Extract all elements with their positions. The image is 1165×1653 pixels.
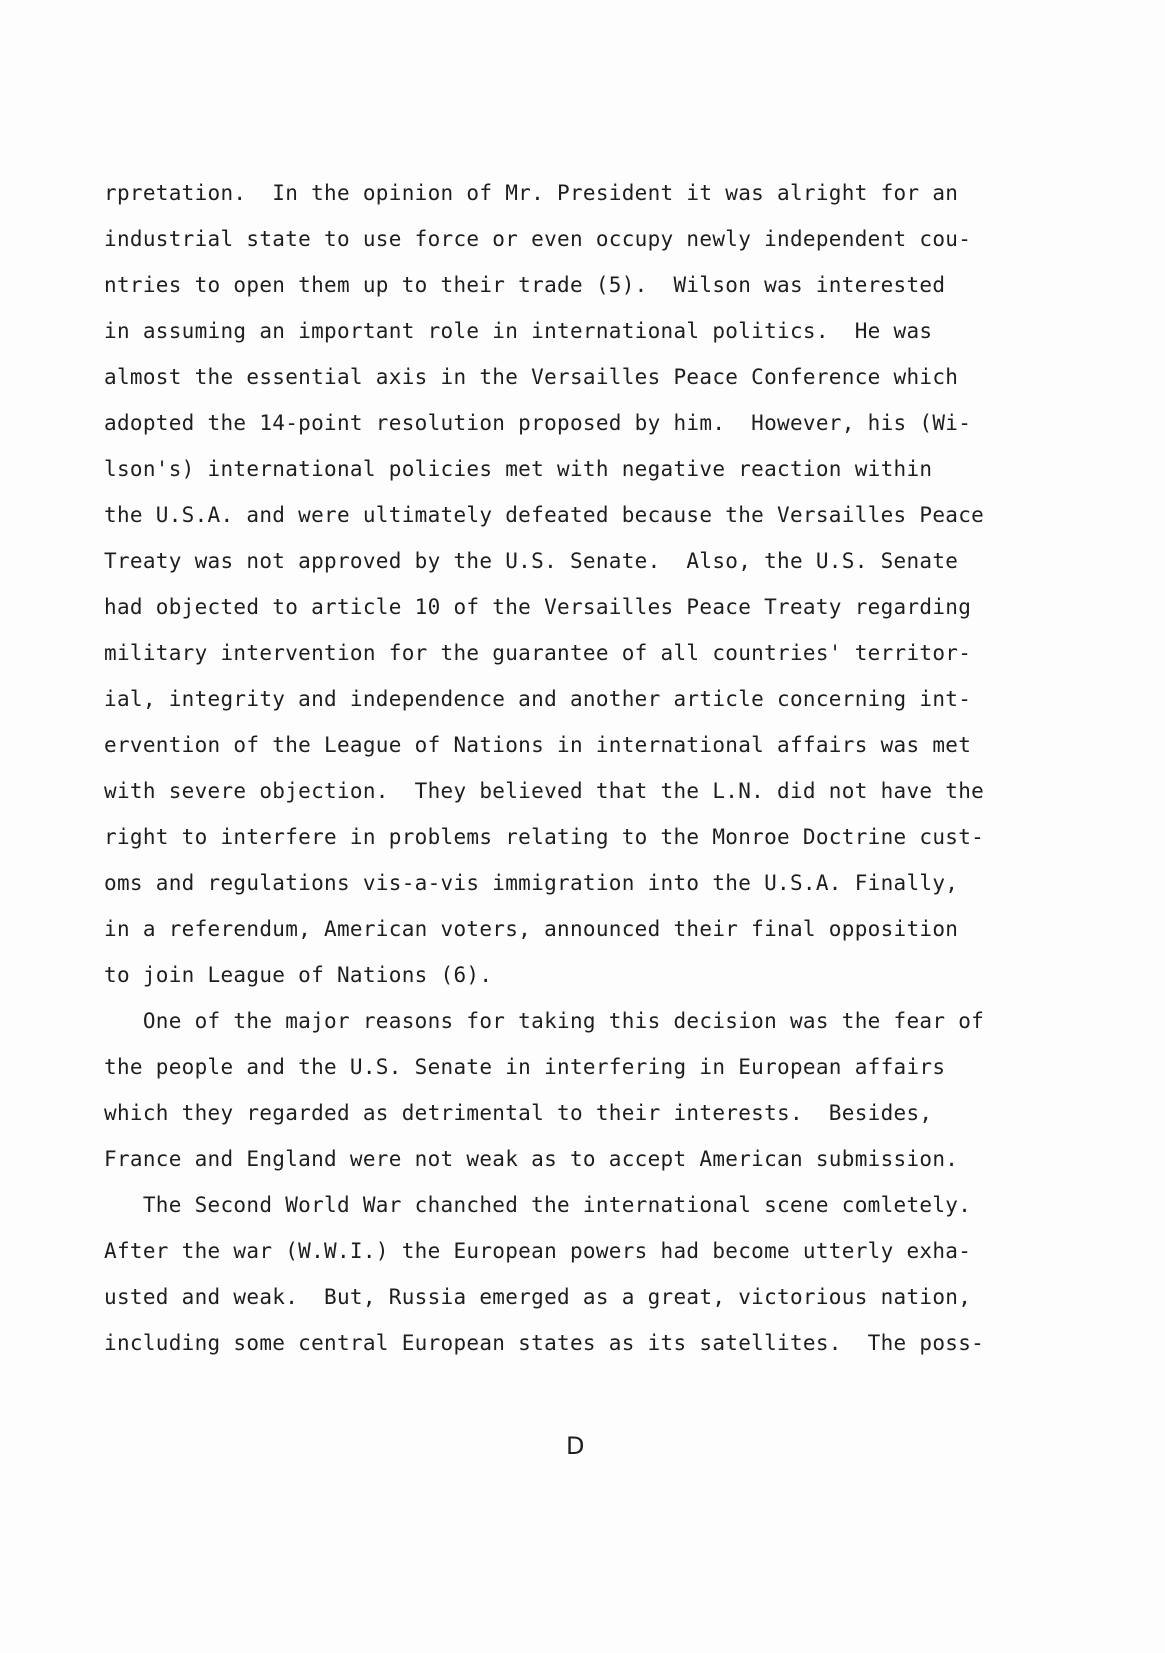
text-line: which they regarded as detrimental to their interests. Besides,: [104, 1101, 933, 1125]
text-line: lson's) international policies met with negative reaction within: [104, 457, 933, 481]
text-line: the people and the U.S. Senate in interfering in European affairs: [104, 1055, 946, 1079]
text-line: Treaty was not approved by the U.S. Senate. Also, the U.S. Senate: [104, 549, 959, 573]
text-line: usted and weak. But, Russia emerged as a great, victorious nation,: [104, 1285, 972, 1309]
text-line: France and England were not weak as to accept American submission.: [104, 1147, 959, 1171]
text-line: almost the essential axis in the Versailles Peace Conference which: [104, 365, 959, 389]
text-line: ervention of the League of Nations in international affairs was met: [104, 733, 972, 757]
text-line: the U.S.A. and were ultimately defeated because the Versailles Peace: [104, 503, 985, 527]
text-line: military intervention for the guarantee of all countries' territor-: [104, 641, 972, 665]
text-line: adopted the 14-point resolution proposed by him. However, his (Wi-: [104, 411, 972, 435]
text-line: rpretation. In the opinion of Mr. President it was alright for an: [104, 181, 959, 205]
text-line: with severe objection. They believed that the L.N. did not have the: [104, 779, 985, 803]
text-line: After the war (W.W.I.) the European powers had become utterly exha-: [104, 1239, 972, 1263]
body-text: [104, 170, 1064, 1366]
text-line: One of the major reasons for taking this decision was the fear of: [104, 1009, 985, 1033]
text-line: industrial state to use force or even occupy newly independent cou-: [104, 227, 972, 251]
text-line: oms and regulations vis-a-vis immigration into the U.S.A. Finally,: [104, 871, 959, 895]
text-line: in assuming an important role in international politics. He was: [104, 319, 933, 343]
page-number: D: [566, 1432, 585, 1460]
text-line: to join League of Nations (6).: [104, 963, 493, 987]
text-line: in a referendum, American voters, announced their final opposition: [104, 917, 959, 941]
text-line: including some central European states as its satellites. The poss-: [104, 1331, 985, 1355]
text-line: ial, integrity and independence and another article concerning int-: [104, 687, 972, 711]
text-line: ntries to open them up to their trade (5). Wilson was interested: [104, 273, 946, 297]
text-line: right to interfere in problems relating to the Monroe Doctrine cust-: [104, 825, 985, 849]
text-line: The Second World War chanched the international scene comletely.: [104, 1193, 972, 1217]
text-line: had objected to article 10 of the Versailles Peace Treaty regarding: [104, 595, 972, 619]
